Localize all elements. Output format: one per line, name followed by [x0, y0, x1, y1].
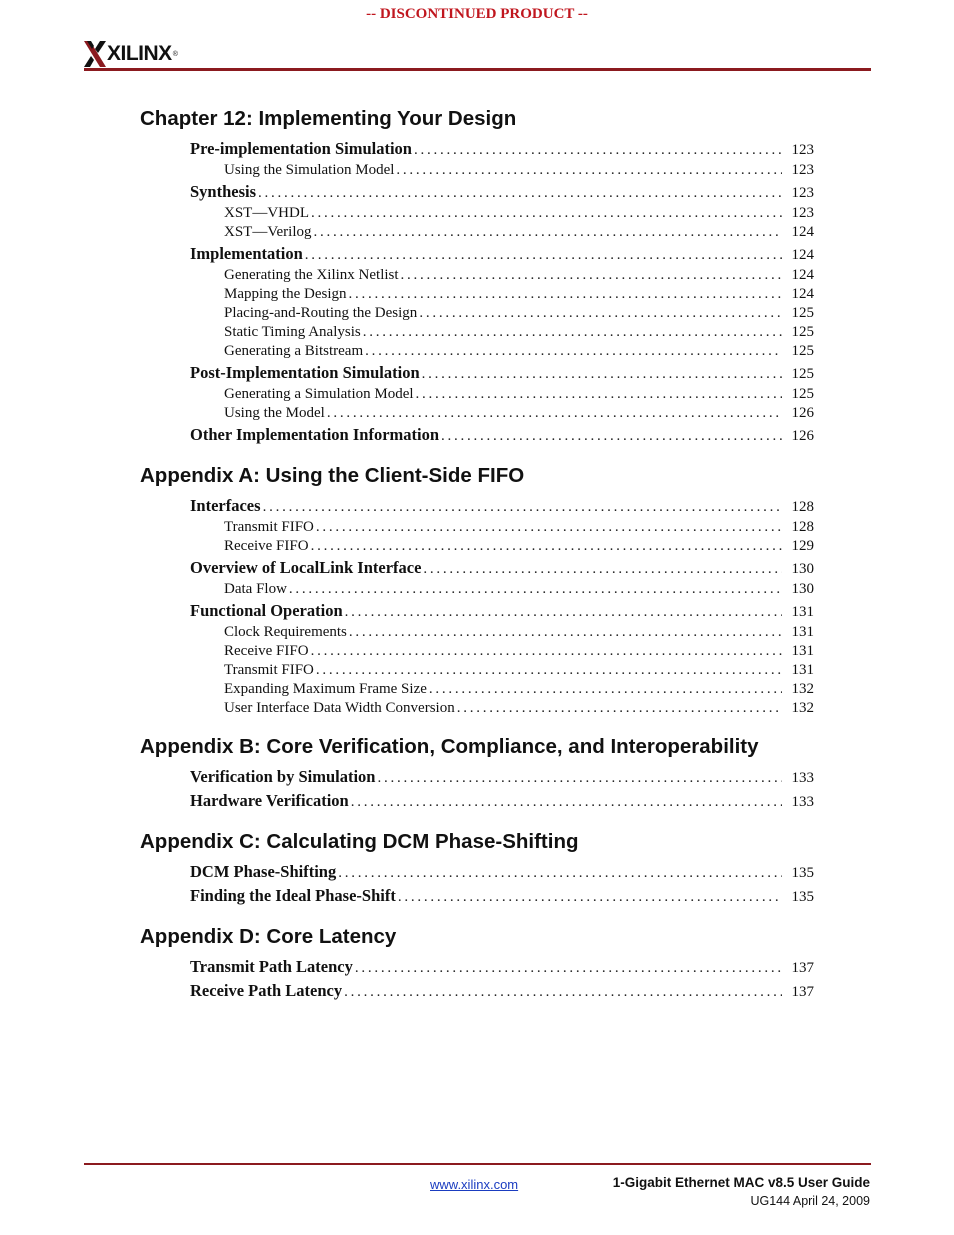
- entry-label: Overview of LocalLink Interface: [190, 558, 422, 577]
- dot-leader: [457, 699, 782, 718]
- page-number: 124: [791, 247, 814, 263]
- page-number: 131: [791, 643, 814, 659]
- registered-mark: ®: [172, 50, 178, 58]
- dot-leader: [258, 182, 782, 204]
- toc-entry[interactable]: [190, 557, 814, 580]
- xilinx-x-logo-icon: [84, 41, 106, 67]
- xilinx-logo: [84, 40, 178, 68]
- page-number: 123: [791, 162, 814, 178]
- toc-section: [140, 732, 814, 813]
- dot-leader: [365, 342, 782, 361]
- guide-title: 1-Gigabit Ethernet MAC v8.5 User Guide: [612, 1175, 870, 1190]
- toc-entry[interactable]: [190, 362, 814, 385]
- page-number: 123: [791, 142, 814, 158]
- dot-leader: [363, 323, 782, 342]
- page-number: 131: [791, 604, 814, 620]
- section-title: Appendix D: Core Latency: [140, 925, 397, 948]
- entry-label: Interfaces: [190, 496, 261, 515]
- page-number: 128: [791, 519, 814, 535]
- toc-entry[interactable]: [190, 138, 814, 161]
- toc-entry[interactable]: [190, 861, 814, 884]
- page-number: 123: [791, 205, 814, 221]
- dot-leader: [355, 957, 782, 979]
- dot-leader: [344, 981, 782, 1003]
- page-number: 130: [791, 581, 814, 597]
- dot-leader: [414, 139, 782, 161]
- dot-leader: [345, 601, 782, 623]
- dot-leader: [327, 404, 782, 423]
- entry-label: Finding the Ideal Phase-Shift: [190, 886, 396, 905]
- page-number: 128: [791, 499, 814, 515]
- page-number: 126: [791, 428, 814, 444]
- toc-subentry[interactable]: [224, 642, 814, 661]
- dot-leader: [349, 623, 782, 642]
- section-title: Appendix A: Using the Client-Side FIFO: [140, 464, 525, 487]
- page-number: 125: [791, 343, 814, 359]
- dot-leader: [311, 204, 782, 223]
- entry-label: Other Implementation Information: [190, 425, 440, 444]
- table-of-contents: [140, 104, 814, 1017]
- dot-leader: [263, 496, 782, 518]
- dot-leader: [398, 886, 782, 908]
- toc-entry[interactable]: [190, 766, 814, 789]
- toc-subentry[interactable]: [224, 537, 814, 556]
- entry-label: Expanding Maximum Frame Size: [224, 681, 427, 697]
- dot-leader: [314, 223, 783, 242]
- page-number: 126: [791, 405, 814, 421]
- dot-leader: [305, 244, 782, 266]
- entry-label: Mapping the Design: [224, 286, 347, 302]
- entry-label: Data Flow: [224, 581, 287, 597]
- entry-label: XST—Verilog: [224, 224, 312, 240]
- page-number: 135: [791, 889, 814, 905]
- entry-label: Receive Path Latency: [190, 981, 343, 1000]
- page-number: 125: [791, 324, 814, 340]
- toc-subentry[interactable]: [224, 661, 814, 680]
- toc-subentry[interactable]: [224, 223, 814, 242]
- page-number: 124: [791, 224, 814, 240]
- page-number: 124: [791, 286, 814, 302]
- page-number: 131: [791, 624, 814, 640]
- entry-label: Synthesis: [190, 182, 257, 201]
- toc-subentry[interactable]: [224, 323, 814, 342]
- dot-leader: [378, 767, 783, 789]
- toc-subentry[interactable]: [224, 404, 814, 423]
- entry-label: XST—VHDL: [224, 205, 309, 221]
- discontinued-banner: -- DISCONTINUED PRODUCT --: [366, 6, 588, 22]
- toc-subentry[interactable]: [224, 580, 814, 599]
- dot-leader: [401, 266, 782, 285]
- dot-leader: [429, 680, 782, 699]
- logo-wordmark: XILINX: [107, 42, 172, 65]
- dot-leader: [289, 580, 782, 599]
- entry-label: Transmit Path Latency: [190, 957, 353, 976]
- page-number: 123: [791, 185, 814, 201]
- dot-leader: [311, 642, 782, 661]
- dot-leader: [441, 425, 782, 447]
- entry-label: Placing-and-Routing the Design: [224, 305, 418, 321]
- document-id-date: UG144 April 24, 2009: [750, 1194, 870, 1208]
- toc-subentry[interactable]: [224, 385, 814, 404]
- entry-label: Generating the Xilinx Netlist: [224, 267, 399, 283]
- entry-label: Generating a Bitstream: [224, 343, 364, 359]
- toc-entry[interactable]: [190, 885, 814, 908]
- dot-leader: [351, 791, 782, 813]
- toc-entry[interactable]: [190, 424, 814, 447]
- page-number: 132: [791, 681, 814, 697]
- section-title: Chapter 12: Implementing Your Design: [140, 107, 517, 130]
- page-number: 124: [791, 267, 814, 283]
- entry-label: Hardware Verification: [190, 791, 349, 810]
- entry-label: Functional Operation: [190, 601, 343, 620]
- entry-label: Transmit FIFO: [224, 662, 314, 678]
- dot-leader: [316, 661, 782, 680]
- toc-subentry[interactable]: [224, 623, 814, 642]
- toc-entry[interactable]: [190, 980, 814, 1003]
- page-number: 125: [791, 386, 814, 402]
- entry-label: Post-Implementation Simulation: [190, 363, 420, 382]
- page-number: 131: [791, 662, 814, 678]
- entry-label: DCM Phase-Shifting: [190, 862, 337, 881]
- toc-subentry[interactable]: [224, 285, 814, 304]
- dot-leader: [423, 558, 782, 580]
- toc-subentry[interactable]: [224, 304, 814, 323]
- toc-entry[interactable]: [190, 600, 814, 623]
- toc-section: [140, 104, 814, 447]
- page-number: 137: [791, 984, 814, 1000]
- entry-label: Pre-implementation Simulation: [190, 139, 412, 158]
- footer-rule: [84, 1163, 871, 1165]
- dot-leader: [396, 161, 782, 180]
- dot-leader: [416, 385, 782, 404]
- page-number: 125: [791, 305, 814, 321]
- page-number: 132: [791, 700, 814, 716]
- entry-label: Clock Requirements: [224, 624, 347, 640]
- toc-subentry[interactable]: [224, 204, 814, 223]
- header-rule: [84, 68, 871, 71]
- toc-subentry[interactable]: [224, 699, 814, 718]
- section-title: Appendix B: Core Verification, Compliance, and Interoperability: [140, 735, 759, 758]
- toc-section: [140, 922, 814, 1003]
- entry-label: Implementation: [190, 244, 303, 263]
- page-number: 125: [791, 366, 814, 382]
- page-number: 137: [791, 960, 814, 976]
- toc-subentry[interactable]: [224, 680, 814, 699]
- entry-label: Using the Simulation Model: [224, 162, 395, 178]
- dot-leader: [338, 862, 782, 884]
- entry-label: User Interface Data Width Conversion: [224, 700, 455, 716]
- section-title: Appendix C: Calculating DCM Phase-Shifting: [140, 830, 579, 853]
- toc-subentry[interactable]: [224, 342, 814, 361]
- entry-label: Verification by Simulation: [190, 767, 376, 786]
- page-number: 130: [791, 561, 814, 577]
- toc-subentry[interactable]: [224, 518, 814, 537]
- entry-label: Transmit FIFO: [224, 519, 314, 535]
- dot-leader: [311, 537, 782, 556]
- toc-subentry[interactable]: [224, 266, 814, 285]
- dot-leader: [348, 285, 782, 304]
- dot-leader: [422, 363, 782, 385]
- page-number: 129: [791, 538, 814, 554]
- toc-entry[interactable]: [190, 956, 814, 979]
- toc-subentry[interactable]: [224, 161, 814, 180]
- page-number: 133: [791, 794, 814, 810]
- toc-section: [140, 827, 814, 908]
- dot-leader: [316, 518, 782, 537]
- entry-label: Receive FIFO: [224, 643, 309, 659]
- toc-section: [140, 461, 814, 718]
- toc-entry[interactable]: [190, 243, 814, 266]
- toc-entry[interactable]: [190, 181, 814, 204]
- entry-label: Generating a Simulation Model: [224, 386, 414, 402]
- toc-entry[interactable]: [190, 790, 814, 813]
- entry-label: Static Timing Analysis: [224, 324, 361, 340]
- entry-label: Using the Model: [224, 405, 325, 421]
- toc-entry[interactable]: [190, 495, 814, 518]
- page-number: 133: [791, 770, 814, 786]
- entry-label: Receive FIFO: [224, 538, 309, 554]
- website-link[interactable]: www.xilinx.com: [430, 1177, 519, 1192]
- page-number: 135: [791, 865, 814, 881]
- dot-leader: [419, 304, 782, 323]
